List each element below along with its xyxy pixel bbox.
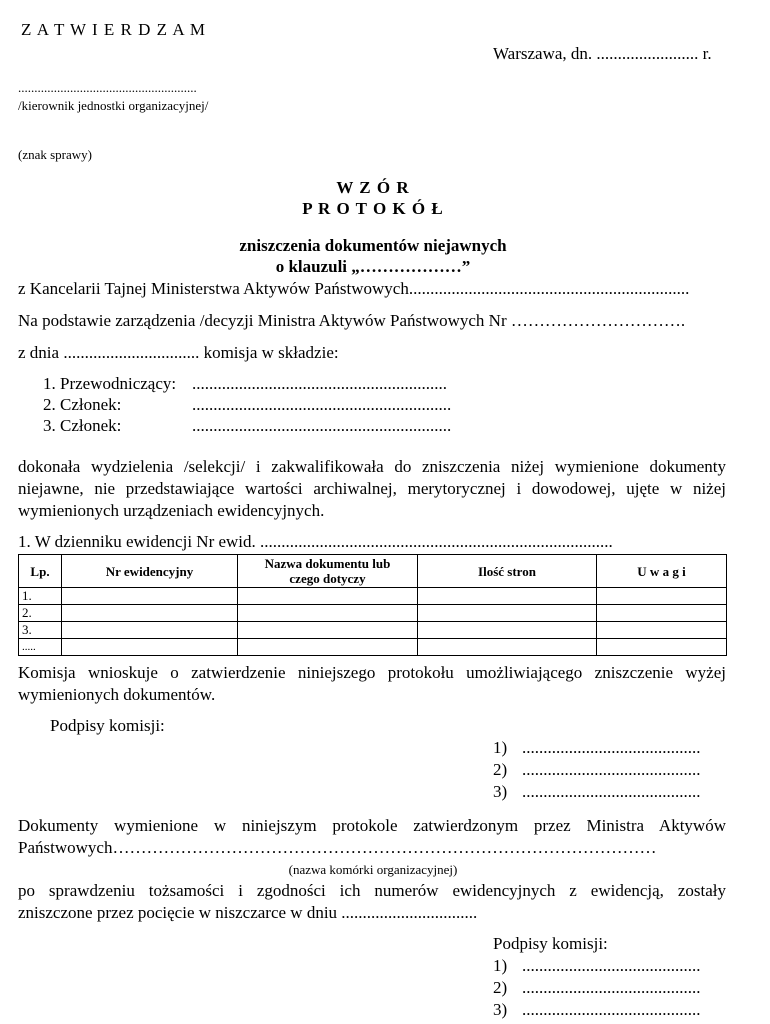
- table-cell: [62, 639, 238, 656]
- signature-number: 1): [493, 956, 508, 975]
- signatures-label: Podpisy komisji:: [493, 934, 608, 953]
- request-paragraph: [18, 662, 726, 706]
- column-header-number: Nr ewidencyjny: [62, 555, 238, 588]
- table-cell: [597, 588, 727, 605]
- signature-dots: .......................................................: [18, 80, 197, 95]
- member-dots: ............................................................: [192, 374, 447, 393]
- table-row: [19, 605, 727, 622]
- member-role: 1. Przewodniczący:: [43, 374, 177, 393]
- subtitle-line-1: zniszczenia dokumentów niejawnych: [239, 236, 507, 255]
- signature-number: 3): [493, 782, 508, 801]
- signatures-label: Podpisy komisji:: [50, 716, 165, 735]
- paragraph-line: Państwowych……………………………………………………………………………………: [18, 838, 657, 857]
- title-line-2: P R O T O K Ó Ł: [302, 199, 444, 218]
- table-cell: [62, 605, 238, 622]
- paragraph-line: po sprawdzeniu tożsamości i zgodności ich numerów ewidencyjnych z ewidencją, zostały: [18, 881, 726, 900]
- selection-paragraph: [18, 456, 726, 522]
- signature-dots: ..........................................: [522, 782, 701, 801]
- table-cell: [418, 639, 597, 656]
- paragraph-line: Komisja wnioskuje o zatwierdzenie niniejszego protokołu umożliwiającego zniszczenie wyżej: [18, 663, 726, 682]
- approve-heading: Z A T W I E R D Z A M: [21, 20, 207, 39]
- date-commission-line: z dnia ................................ komisja w składzie:: [18, 343, 339, 362]
- table-cell: [62, 588, 238, 605]
- member-role: 3. Członek:: [43, 416, 122, 435]
- column-header-name: Nazwa dokumentu lub czego dotyczy: [238, 555, 418, 588]
- table-cell: [597, 605, 727, 622]
- table-row: [19, 622, 727, 639]
- member-dots: .............................................................: [192, 395, 452, 414]
- table-cell: [238, 588, 418, 605]
- column-header-lp: Lp.: [19, 555, 62, 588]
- signature-number: 1): [493, 738, 508, 757]
- case-reference: (znak sprawy): [18, 147, 92, 162]
- row-number: .....: [19, 639, 62, 656]
- subtitle-line-2: o klauzuli „………………”: [275, 257, 471, 276]
- documents-table: [18, 554, 727, 656]
- row-number: 3.: [19, 622, 62, 639]
- destruction-paragraph-bottom: [18, 880, 726, 924]
- signature-number: 2): [493, 760, 508, 779]
- signature-dots: ..........................................: [522, 738, 701, 757]
- paragraph-line: wymienionych dokumentów.: [18, 685, 216, 704]
- table-cell: [238, 605, 418, 622]
- paragraph-line: zniszczone przez pocięcie w niszczarce w dniu ................................: [18, 903, 478, 922]
- destruction-paragraph-top: [18, 815, 726, 859]
- row-number: 1.: [19, 588, 62, 605]
- chancellery-line: z Kancelarii Tajnej Ministerstwa Aktywów Państwowych..................................................................: [18, 279, 690, 298]
- table-header-row: [19, 555, 727, 588]
- signature-caption: /kierownik jednostki organizacyjnej/: [18, 98, 209, 113]
- table-cell: [597, 639, 727, 656]
- signature-dots: ..........................................: [522, 760, 701, 779]
- signature-dots: ..........................................: [522, 1000, 701, 1019]
- member-dots: .............................................................: [192, 416, 452, 435]
- table-cell: [238, 639, 418, 656]
- signature-dots: ..........................................: [522, 978, 701, 997]
- table-cell: [418, 605, 597, 622]
- paragraph-line: Dokumenty wymienione w niniejszym protokole zatwierdzonym przez Ministra Aktywów: [18, 816, 726, 835]
- title-line-1: W Z Ó R: [336, 178, 410, 197]
- signature-dots: ..........................................: [522, 956, 701, 975]
- paragraph-line: niejawne, nie przedstawiające wartości archiwalnej, merytorycznej i dowodowej, ujęte w niżej: [18, 479, 726, 498]
- table-cell: [62, 622, 238, 639]
- table-cell: [238, 622, 418, 639]
- paragraph-line: dokonała wydzielenia /selekcji/ i zakwalifikowała do zniszczenia niżej wymienione dokumenty: [18, 457, 726, 476]
- row-number: 2.: [19, 605, 62, 622]
- register-line: 1. W dzienniku ewidencji Nr ewid. ...................................................................................: [18, 532, 613, 551]
- basis-line: Na podstawie zarządzenia /decyzji Ministra Aktywów Państwowych Nr ………………………….: [18, 311, 686, 330]
- table-cell: [418, 588, 597, 605]
- paragraph-line: wymienionych urządzeniach ewidencyjnych.: [18, 501, 325, 520]
- signature-number: 2): [493, 978, 508, 997]
- column-header-remarks: U w a g i: [597, 555, 727, 588]
- table-row: [19, 588, 727, 605]
- column-header-pages: Ilość stron: [418, 555, 597, 588]
- place-date: Warszawa, dn. ........................ r.: [493, 44, 712, 63]
- table-cell: [418, 622, 597, 639]
- table-row: [19, 639, 727, 656]
- member-role: 2. Członek:: [43, 395, 122, 414]
- unit-caption: (nazwa komórki organizacyjnej): [288, 862, 458, 877]
- table-cell: [597, 622, 727, 639]
- signature-number: 3): [493, 1000, 508, 1019]
